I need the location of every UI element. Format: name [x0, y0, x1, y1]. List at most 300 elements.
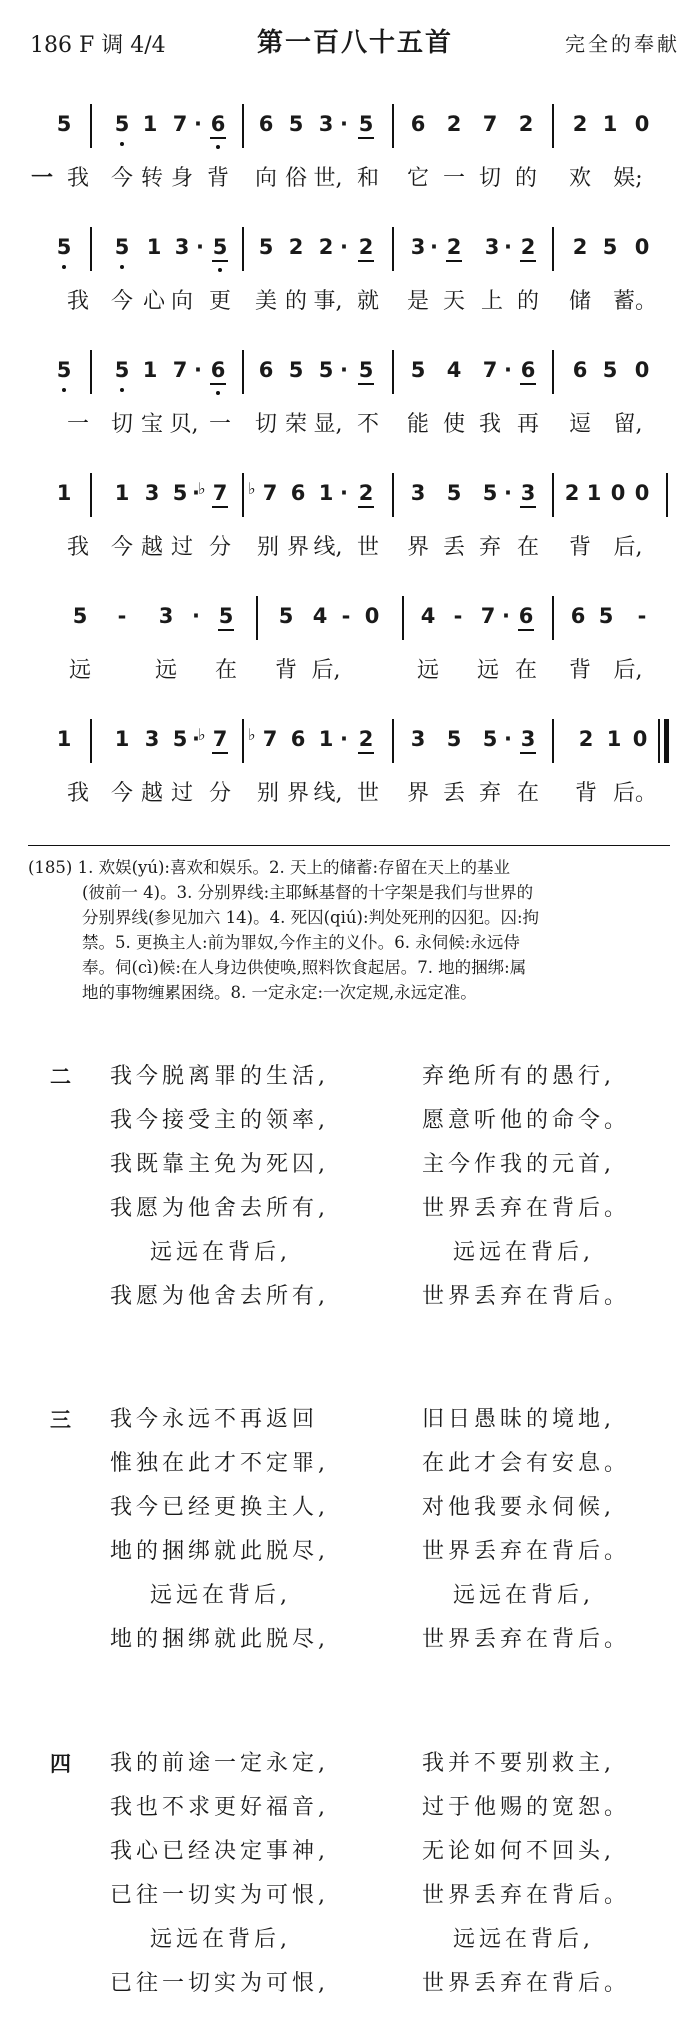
lyric-syllable: 界: [406, 781, 429, 806]
lyric-syllable: 在: [516, 781, 539, 806]
note: 3: [410, 235, 426, 259]
lyric-syllable: 天: [442, 289, 465, 314]
verse-line-right: 我并不要别救主,: [422, 1751, 615, 1776]
note: 1: [606, 727, 622, 751]
note-row: [30, 227, 670, 271]
barline: [402, 596, 404, 640]
note-dot: ·: [502, 604, 510, 628]
verse-line-right: 远远在背后,: [453, 1927, 594, 1952]
note: 5: [172, 481, 188, 505]
lyric-syllable: 它: [406, 166, 429, 191]
verse-2: [0, 1055, 700, 1319]
note: 3: [518, 481, 538, 505]
verse-line-right: 世界丢弃在背后。: [422, 1284, 631, 1309]
lyric-syllable: 上: [480, 289, 503, 314]
note: 5: [356, 112, 376, 136]
lyric-syllable: 不: [356, 412, 379, 437]
lyric-syllable: 远: [476, 658, 499, 683]
note: 7: [482, 358, 498, 382]
lyric-syllable: 今: [110, 781, 133, 806]
note: 6: [572, 358, 588, 382]
verse-line-left: 地的捆绑就此脱尽,: [110, 1627, 329, 1652]
note: 5: [602, 358, 618, 382]
lyric-syllable: 转: [140, 166, 163, 191]
note: ♭ 7: [210, 481, 230, 505]
lyric-syllable: 在: [214, 658, 237, 683]
verse-line-left: 惟独在此才不定罪,: [110, 1451, 329, 1476]
barline: [392, 473, 394, 517]
lyric-syllable: 越: [140, 781, 163, 806]
lyric-syllable: 过: [170, 535, 193, 560]
lyric-syllable: 娱;: [613, 166, 643, 191]
lyric-syllable: 界: [286, 781, 309, 806]
note: ♭ 7: [248, 479, 278, 505]
lyric-syllable: 事,: [313, 289, 343, 314]
note: 5: [446, 481, 462, 505]
barline: [242, 473, 244, 517]
verse-line-left: 远远在背后,: [150, 1583, 291, 1608]
note: 6: [516, 604, 536, 628]
flat-sign: ♭: [248, 479, 256, 498]
verse-line-right: 无论如何不回头,: [422, 1839, 615, 1864]
note-dot: ·: [340, 112, 348, 136]
lyric-syllable: 的: [516, 289, 539, 314]
note: 0: [610, 481, 626, 505]
note: 5: [598, 604, 614, 628]
footnote-line: (185) 1. 欢娱(yú):喜欢和娱乐。2. 天上的储蓄:存留在天上的基业: [28, 858, 511, 877]
flat-sign: ♭: [248, 725, 256, 744]
lyric-syllable: 欢: [568, 166, 591, 191]
note: 0: [634, 112, 650, 136]
note: 2: [518, 112, 534, 136]
barline: [256, 596, 258, 640]
barline: [242, 350, 244, 394]
note: 3: [410, 727, 426, 751]
lyric-syllable: 今: [110, 289, 133, 314]
page-number-key: 186 F 调 4/4: [30, 33, 166, 58]
note: 3: [484, 235, 500, 259]
note-row: [30, 719, 670, 763]
score-system-6: [30, 707, 670, 830]
lyric-syllable: 我: [66, 289, 89, 314]
note-dot: ·: [504, 235, 512, 259]
note: 1: [586, 481, 602, 505]
score-system-4: [30, 461, 670, 584]
note: 2: [572, 235, 588, 259]
lyric-syllable: 贝,: [169, 412, 199, 437]
lyric-syllable: 是: [406, 289, 429, 314]
note-dash: -: [453, 604, 463, 628]
note: 5: [112, 112, 132, 136]
barline: [552, 227, 554, 271]
lyric-syllable: 更: [208, 289, 231, 314]
note-dot: ·: [504, 481, 512, 505]
lyric-syllable: 在: [516, 535, 539, 560]
lyric-syllable: 宝: [140, 412, 163, 437]
barline: [552, 473, 554, 517]
lyric-syllable: 世,: [313, 166, 343, 191]
verse-line-right: 远远在背后,: [453, 1240, 594, 1265]
barline: [90, 473, 92, 517]
note: 5: [210, 235, 230, 259]
barline: [666, 473, 668, 517]
note: 1: [56, 727, 72, 751]
barline: [552, 350, 554, 394]
final-barline-thin: [658, 719, 660, 763]
flat-sign: ♭: [198, 479, 206, 498]
note-row: [30, 350, 670, 394]
note-dot: ·: [192, 727, 200, 751]
verse-line-left: 我愿为他舍去所有,: [110, 1196, 329, 1221]
note: 0: [634, 358, 650, 382]
note-dot: ·: [192, 604, 200, 628]
lyric-syllable: 使: [442, 412, 465, 437]
lyric-syllable: 切: [478, 166, 501, 191]
barline: [242, 719, 244, 763]
note-dash: -: [117, 604, 127, 628]
lyric-syllable: 再: [516, 412, 539, 437]
note: 6: [570, 604, 586, 628]
note: 1: [602, 112, 618, 136]
lyric-syllable: 逗: [568, 412, 591, 437]
verse-line-right: 对他我要永伺候,: [422, 1495, 615, 1520]
verse-line-right: 旧日愚昧的境地,: [422, 1407, 615, 1432]
verse-line-right: 世界丢弃在背后。: [422, 1196, 631, 1221]
lyric-syllable: 俗: [284, 166, 307, 191]
note: 7: [172, 358, 188, 382]
note-dot: ·: [340, 481, 348, 505]
barline: [90, 104, 92, 148]
lyric-syllable: 向: [170, 289, 193, 314]
note: 5: [112, 358, 132, 382]
barline: [392, 227, 394, 271]
note: 5: [278, 604, 294, 628]
note: 0: [634, 235, 650, 259]
lyric-syllable: 心: [142, 289, 165, 314]
note-dot: ·: [430, 235, 438, 259]
barline: [90, 350, 92, 394]
note: 6: [518, 358, 538, 382]
note-dot: ·: [504, 358, 512, 382]
barline: [392, 719, 394, 763]
note: 6: [208, 112, 228, 136]
note: 5: [216, 604, 236, 628]
note: 3: [144, 481, 160, 505]
lyric-syllable: 远: [154, 658, 177, 683]
barline: [90, 719, 92, 763]
note: 7: [482, 112, 498, 136]
note: 3: [318, 112, 334, 136]
lyric-syllable: 世: [356, 535, 379, 560]
footnote-line: 禁。5. 更换主人:前为罪奴,今作主的义仆。6. 永伺候:永远侍: [82, 933, 520, 952]
lyric-syllable: 别: [256, 535, 279, 560]
barline: [392, 104, 394, 148]
lyric-syllable: 线,: [313, 535, 343, 560]
note-row: [30, 596, 670, 640]
lyric-syllable: 分: [208, 781, 231, 806]
verse-line-right: 世界丢弃在背后。: [422, 1971, 631, 1996]
note: 5: [54, 358, 74, 382]
barline: [392, 350, 394, 394]
lyric-row: [30, 533, 670, 565]
lyric-syllable: 显,: [313, 412, 343, 437]
lyric-syllable: 身: [170, 166, 193, 191]
lyric-syllable: 今: [110, 535, 133, 560]
note: ♭ 7: [210, 727, 230, 751]
verse-3: [0, 1398, 700, 1662]
hymn-title: 第一百八十五首: [256, 28, 453, 58]
footnote-line: 奉。伺(cì)候:在人身边供使唤,照料饮食起居。7. 地的捆绑:属: [82, 958, 527, 977]
note: ♭ 7: [248, 725, 278, 751]
note: 7: [172, 112, 188, 136]
note-dot: ·: [196, 235, 204, 259]
note: 5: [482, 481, 498, 505]
note: 1: [318, 727, 334, 751]
note: 2: [356, 235, 376, 259]
note: 0: [634, 481, 650, 505]
note: 5: [172, 727, 188, 751]
barline: [242, 104, 244, 148]
note: 2: [318, 235, 334, 259]
jianpu-score: [30, 92, 670, 830]
note: 2: [288, 235, 304, 259]
note: 7: [480, 604, 496, 628]
footnote-line: 分别界线(参见加六 14)。4. 死囚(qiú):判处死刑的囚犯。囚:拘: [82, 908, 540, 927]
score-system-3: [30, 338, 670, 461]
footnote-line: 地的事物缠累困绕。8. 一定永定:一次定规,永远定准。: [82, 983, 477, 1002]
footnote-divider: [28, 845, 670, 846]
lyric-syllable: 我: [478, 412, 501, 437]
lyric-syllable: 美: [254, 289, 277, 314]
note: 5: [602, 235, 618, 259]
note: 0: [632, 727, 648, 751]
note: 2: [356, 481, 376, 505]
hymn-category: 完全的奉献: [565, 32, 680, 56]
verse-line-left: 我也不求更好福音,: [110, 1795, 329, 1820]
barline: [242, 227, 244, 271]
note-dot: ·: [504, 727, 512, 751]
note: 2: [518, 235, 538, 259]
lyric-syllable: 背: [206, 166, 229, 191]
lyric-syllable: 就: [356, 289, 379, 314]
note-dash: -: [341, 604, 351, 628]
lyric-syllable: 储: [568, 289, 591, 314]
lyric-syllable: 和: [356, 166, 379, 191]
lyric-syllable: 后。: [613, 781, 658, 806]
lyric-row: [30, 287, 670, 319]
lyric-syllable: 蓄。: [613, 289, 658, 314]
note: 6: [290, 481, 306, 505]
note: 5: [288, 358, 304, 382]
lyric-syllable: 越: [140, 535, 163, 560]
lyric-syllable: 的: [284, 289, 307, 314]
lyric-syllable: 弃: [478, 535, 501, 560]
note: 5: [54, 235, 74, 259]
score-system-5: [30, 584, 670, 707]
note: 2: [444, 235, 464, 259]
verse-line-right: 世界丢弃在背后。: [422, 1883, 631, 1908]
note: 5: [446, 727, 462, 751]
lyric-syllable: 背: [274, 658, 297, 683]
note: 5: [112, 235, 132, 259]
note-dot: ·: [194, 112, 202, 136]
verse-line-left: 我既靠主免为死囚,: [110, 1152, 329, 1177]
verse-line-left: 地的捆绑就此脱尽,: [110, 1539, 329, 1564]
lyric-syllable: 别: [256, 781, 279, 806]
verse-number: 四: [50, 1752, 71, 1776]
verse-line-right: 过于他赐的宽恕。: [422, 1795, 631, 1820]
note: 2: [446, 112, 462, 136]
note-dot: ·: [340, 235, 348, 259]
lyric-syllable: 能: [406, 412, 429, 437]
note: 6: [208, 358, 228, 382]
note: 1: [142, 358, 158, 382]
lyric-syllable: 分: [208, 535, 231, 560]
verse-line-right: 主今作我的元首,: [422, 1152, 615, 1177]
note: 6: [258, 112, 274, 136]
verse-line-right: 世界丢弃在背后。: [422, 1627, 631, 1652]
lyric-syllable: 过: [170, 781, 193, 806]
footnote-line: (彼前一 4)。3. 分别界线:主耶稣基督的十字架是我们与世界的: [82, 883, 534, 902]
verse-line-left: 我愿为他舍去所有,: [110, 1284, 329, 1309]
barline: [90, 227, 92, 271]
note: 5: [410, 358, 426, 382]
final-barline-thick: [664, 719, 669, 763]
lyric-syllable: 背: [568, 535, 591, 560]
lyric-syllable: 后,: [613, 535, 643, 560]
lyric-syllable: 远: [416, 658, 439, 683]
note: 1: [114, 727, 130, 751]
lyric-syllable: 留,: [613, 412, 643, 437]
lyric-syllable: 背: [568, 658, 591, 683]
note-dash: -: [637, 604, 647, 628]
lyric-syllable: 荣: [284, 412, 307, 437]
note: 5: [56, 112, 72, 136]
note: 3: [174, 235, 190, 259]
verse-line-left: 我心已经决定事神,: [110, 1839, 329, 1864]
barline: [552, 596, 554, 640]
verse-line-left: 我的前途一定永定,: [110, 1751, 329, 1776]
note: 5: [318, 358, 334, 382]
lyric-syllable: 界: [406, 535, 429, 560]
note: 5: [288, 112, 304, 136]
note-dot: ·: [340, 727, 348, 751]
lyric-syllable: 界: [286, 535, 309, 560]
lyric-syllable: 后,: [613, 658, 643, 683]
verse-line-left: 远远在背后,: [150, 1240, 291, 1265]
lyric-syllable: 背: [574, 781, 597, 806]
note: 1: [318, 481, 334, 505]
note: 6: [258, 358, 274, 382]
lyric-syllable: 切: [110, 412, 133, 437]
note: 5: [258, 235, 274, 259]
verse-4: [0, 1742, 700, 2006]
note: 0: [364, 604, 380, 628]
page-header: [30, 22, 680, 62]
verse-number: 二: [50, 1065, 71, 1089]
lyric-syllable: 一: [208, 412, 231, 437]
score-system-1: [30, 92, 670, 215]
lyric-syllable: 世: [356, 781, 379, 806]
lyric-row: [30, 779, 670, 811]
lyric-row: [30, 410, 670, 442]
verse-line-left: 我今已经更换主人,: [110, 1495, 329, 1520]
note-dot: ·: [192, 481, 200, 505]
lyric-syllable: 后,: [311, 658, 341, 683]
lyric-syllable: 丢: [442, 781, 465, 806]
lyric-syllable: 今: [110, 166, 133, 191]
note: 3: [410, 481, 426, 505]
note: 4: [312, 604, 328, 628]
note: 3: [158, 604, 174, 628]
lyric-syllable: 一: [442, 166, 465, 191]
note: 5: [356, 358, 376, 382]
note: 4: [446, 358, 462, 382]
lyric-syllable: 我: [66, 781, 89, 806]
note: 2: [572, 112, 588, 136]
note: 3: [518, 727, 538, 751]
note: 1: [56, 481, 72, 505]
note: 6: [290, 727, 306, 751]
note: 1: [142, 112, 158, 136]
verse-line-right: 世界丢弃在背后。: [422, 1539, 631, 1564]
note: 1: [114, 481, 130, 505]
score-system-2: [30, 215, 670, 338]
note: 2: [356, 727, 376, 751]
verse-number: 三: [50, 1408, 71, 1432]
lyric-syllable: 我: [66, 535, 89, 560]
verse-line-left: 远远在背后,: [150, 1927, 291, 1952]
lyric-row: [30, 656, 670, 688]
verse-line-right: 远远在背后,: [453, 1583, 594, 1608]
note: 4: [420, 604, 436, 628]
lyric-syllable: 线,: [313, 781, 343, 806]
lyric-syllable: 在: [514, 658, 537, 683]
verse-line-left: 我今接受主的领率,: [110, 1108, 329, 1133]
verse-line-left: 我今脱离罪的生活,: [110, 1064, 329, 1089]
verse-line-left: 已往一切实为可恨,: [110, 1971, 329, 1996]
lyric-syllable: 切: [254, 412, 277, 437]
footnote: [28, 855, 678, 1005]
note: 6: [410, 112, 426, 136]
barline: [552, 104, 554, 148]
lyric-syllable: 的: [514, 166, 537, 191]
verse-line-left: 已往一切实为可恨,: [110, 1883, 329, 1908]
note-dot: ·: [340, 358, 348, 382]
verse-line-right: 在此才会有安息。: [422, 1451, 631, 1476]
note: 5: [482, 727, 498, 751]
note: 2: [578, 727, 594, 751]
barline: [552, 719, 554, 763]
lyric-syllable: 向: [254, 166, 277, 191]
lyric-syllable: 丢: [442, 535, 465, 560]
note-row: [30, 473, 670, 517]
lyric-syllable: 一: [66, 412, 89, 437]
lyric-syllable: 远: [68, 658, 91, 683]
flat-sign: ♭: [198, 725, 206, 744]
lyric-syllable: 我: [66, 166, 89, 191]
verse-line-left: 我今永远不再返回: [110, 1407, 319, 1432]
note-row: [30, 104, 670, 148]
note: 5: [72, 604, 88, 628]
note: 1: [146, 235, 162, 259]
note-dot: ·: [194, 358, 202, 382]
note: 3: [144, 727, 160, 751]
verse-line-right: 弃绝所有的愚行,: [422, 1064, 615, 1089]
verse-line-right: 愿意听他的命令。: [422, 1108, 631, 1133]
lyric-row: [30, 164, 670, 196]
lyric-syllable: 弃: [478, 781, 501, 806]
